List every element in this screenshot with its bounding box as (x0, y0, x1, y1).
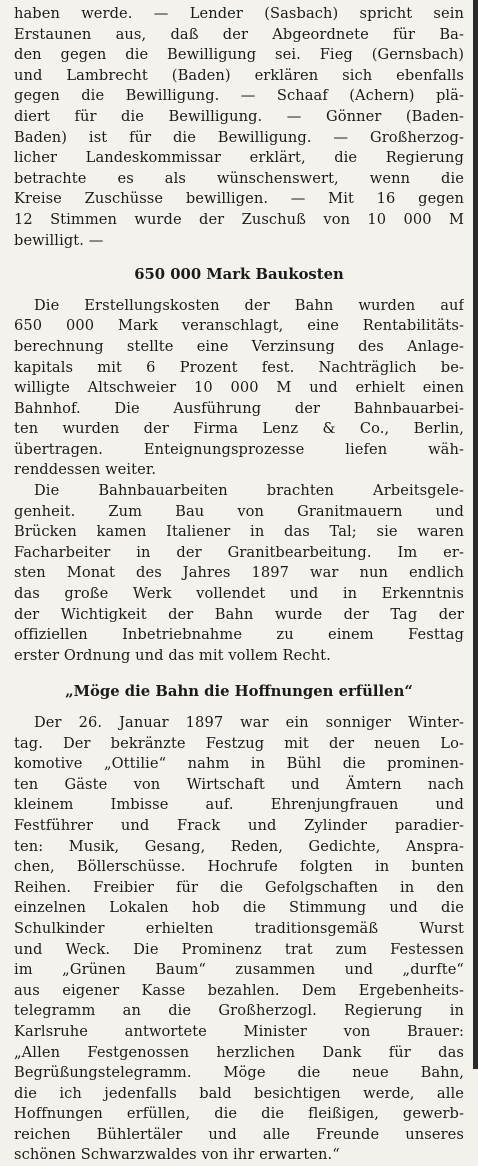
text-line: schönen Schwarzwaldes von ihr erwarten.“ (14, 1146, 340, 1164)
text-line: kapitals mit 6 Prozent fest. Nachträglich be- (14, 358, 464, 376)
text-line: offiziellen Inbetriebnahme zu einem Festtag (14, 626, 464, 644)
text-line: Schulkinder erhielten traditionsgemäß Wurst (14, 919, 464, 937)
text-line: Karlsruhe antwortete Minister von Brauer: (14, 1022, 464, 1040)
text-line: willigte Altschweier 10 000 M und erhielt einen (14, 379, 464, 397)
text-line: tag. Der bekränzte Festzug mit der neuen Lo- (14, 734, 464, 752)
text-line: erster Ordnung und das mit vollem Recht. (14, 646, 331, 664)
text-line: gegen die Bewilligung. — Schaaf (Achern) plä- (14, 87, 464, 105)
text-line: einzelnen Lokalen hob die Stimmung und die (14, 899, 464, 917)
text-line: und Lambrecht (Baden) erklären sich ebenfalls (14, 66, 464, 84)
text-line: Die Bahnbauarbeiten brachten Arbeitsgele- (34, 482, 464, 500)
text-line: und Weck. Die Prominenz trat zum Festessen (14, 940, 464, 958)
paragraph-eroeffnung (14, 713, 464, 1166)
text-line: aus eigener Kasse bezahlen. Dem Ergebenheits- (14, 981, 464, 999)
text-line: das große Werk vollendet und in Erkenntnis (14, 585, 464, 603)
text-line: ten: Musik, Gesang, Reden, Gedichte, Anspra- (14, 837, 464, 855)
text-line: Die Erstellungskosten der Bahn wurden auf (34, 296, 464, 314)
text-line: 650 000 Mark veranschlagt, eine Rentabilitäts- (14, 317, 464, 335)
paragraph-debate (14, 4, 464, 251)
text-line: den gegen die Bewilligung sei. Fieg (Gernsbach) (14, 46, 464, 64)
text-line: haben werde. — Lender (Sasbach) spricht sein (14, 5, 464, 22)
text-line: ten Gäste von Wirtschaft und Ämtern nach (14, 775, 464, 793)
text-line: 12 Stimmen wurde der Zuschuß von 10 000 M (14, 210, 464, 228)
section-heading-baukosten: 650 000 Mark Baukosten (134, 266, 344, 284)
text-line: Erstaunen aus, daß der Abgeordnete für Ba- (14, 25, 464, 43)
text-line: chen, Böllerschüsse. Hochrufe folgten in bunten (14, 858, 464, 876)
text-line: Reihen. Freibier für die Gefolgschaften in den (14, 878, 464, 896)
text-line: renddessen weiter. (14, 461, 157, 479)
text-line: sten Monat des Jahres 1897 war nun endlich (14, 564, 464, 582)
text-line: „Allen Festgenossen herzlichen Dank für das (14, 1043, 464, 1061)
text-line: diert für die Bewilligung. — Gönner (Baden- (14, 107, 464, 125)
text-line: der Wichtigkeit der Bahn wurde der Tag der (14, 605, 464, 623)
section-heading-hoffnungen: „Möge die Bahn die Hoffnungen erfüllen“ (65, 683, 413, 701)
text-line: telegramm an die Großherzogl. Regierung in (14, 1002, 464, 1020)
text-line: reichen Bühlertäler und alle Freunde unseres (14, 1125, 464, 1143)
text-line: übertragen. Enteignungsprozesse liefen wäh- (14, 440, 464, 458)
text-line: genheit. Zum Bau von Granitmauern und (14, 502, 464, 520)
text-line: licher Landeskommissar erklärt, die Regierung (14, 149, 464, 167)
text-line: im „Grünen Baum“ zusammen und „durfte“ (14, 961, 464, 979)
text-line: Bahnhof. Die Ausführung der Bahnbauarbei- (14, 399, 464, 417)
text-line: Baden) ist für die Bewilligung. — Großherzog- (14, 128, 464, 146)
text-line: Kreise Zuschüsse bewilligen. — Mit 16 gegen (14, 190, 464, 208)
text-line: bewilligt. — (14, 231, 104, 249)
text-line: kleinem Imbisse auf. Ehrenjungfrauen und (14, 796, 464, 814)
paragraph-bahnbauarbeiten (14, 481, 464, 666)
text-line: ten wurden der Firma Lenz & Co., Berlin, (14, 420, 464, 438)
text-line: betrachte es als wünschenswert, wenn die (14, 169, 464, 187)
text-line: Begrüßungstelegramm. Möge die neue Bahn, (14, 1064, 464, 1082)
text-line: die ich jedenfalls bald besichtigen werde, alle (14, 1084, 464, 1102)
text-line: komotive „Ottilie“ nahm in Bühl die prominen- (14, 755, 464, 773)
text-line: Festführer und Frack und Zylinder paradier- (14, 816, 464, 834)
text-line: Hoffnungen erfüllen, die die fleißigen, gewerb- (14, 1105, 464, 1123)
text-line: Brücken kamen Italiener in das Tal; sie waren (14, 523, 464, 541)
text-line: berechnung stellte eine Verzinsung des Anlage- (14, 337, 464, 355)
paragraph-erstellungskosten (14, 296, 464, 481)
text-line: Facharbeiter in der Granitbearbeitung. Im er- (14, 543, 464, 561)
text-line: Der 26. Januar 1897 war ein sonniger Winter- (34, 714, 464, 731)
